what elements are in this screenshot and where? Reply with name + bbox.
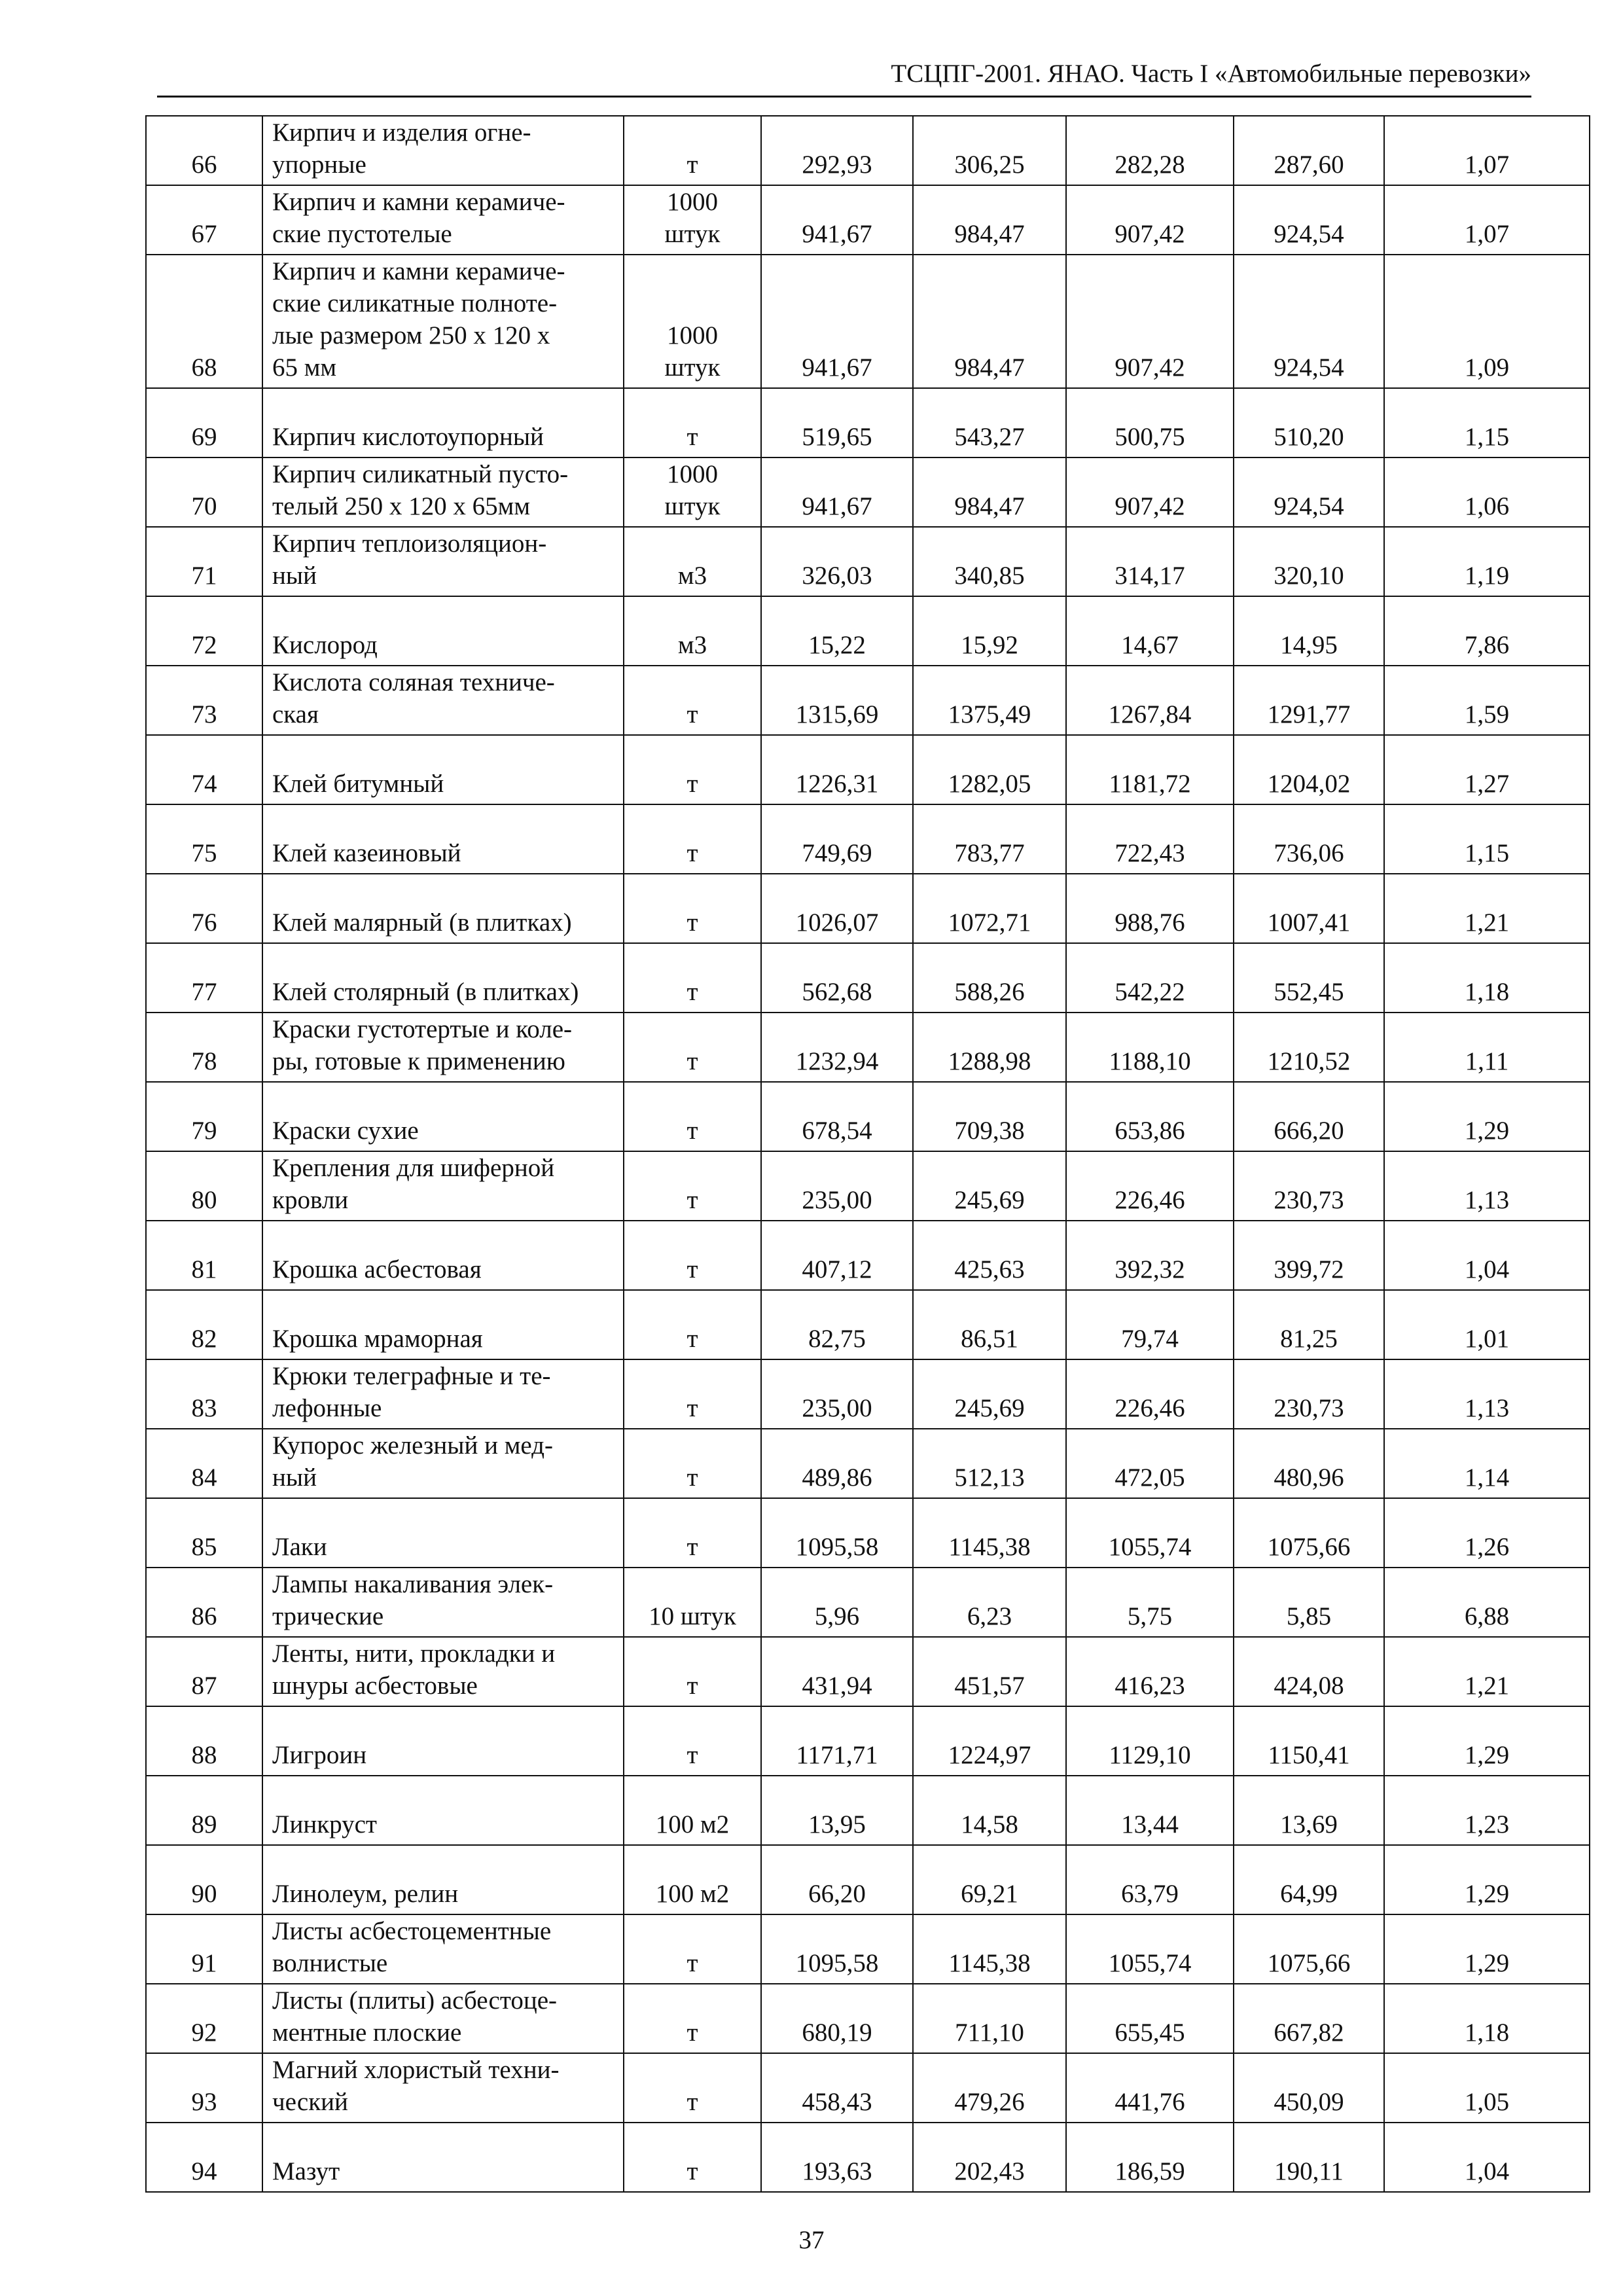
row-number-cell: 86 — [146, 1568, 262, 1637]
row-number-cell: 77 — [146, 943, 262, 1013]
price-col-2-cell: 1072,71 — [913, 874, 1066, 943]
price-col-2-cell: 984,47 — [913, 185, 1066, 255]
price-col-2-cell: 202,43 — [913, 2123, 1066, 2192]
coefficient-cell: 1,15 — [1384, 388, 1590, 457]
coefficient-cell: 1,29 — [1384, 1706, 1590, 1776]
price-col-3-cell: 5,75 — [1066, 1568, 1234, 1637]
table-row — [146, 943, 1590, 1013]
price-col-4-cell: 1075,66 — [1234, 1914, 1384, 1984]
table-row — [146, 1914, 1590, 1984]
price-col-1-cell: 407,12 — [761, 1221, 913, 1290]
table-row — [146, 388, 1590, 457]
price-col-1-cell: 519,65 — [761, 388, 913, 457]
material-name-cell: Крепления для шиферной кровли — [262, 1151, 624, 1221]
price-col-3-cell: 186,59 — [1066, 2123, 1234, 2192]
coefficient-cell: 1,59 — [1384, 666, 1590, 735]
price-col-4-cell: 190,11 — [1234, 2123, 1384, 2192]
material-name-cell: Кирпич и камни керамиче- ские силикатные полноте- лые размером 250 х 120 х 65 мм — [262, 255, 624, 388]
coefficient-cell: 1,21 — [1384, 874, 1590, 943]
material-name-cell: Линолеум, релин — [262, 1845, 624, 1914]
price-col-3-cell: 1129,10 — [1066, 1706, 1234, 1776]
price-col-1-cell: 941,67 — [761, 457, 913, 527]
material-name-cell: Лигроин — [262, 1706, 624, 1776]
row-number-cell: 82 — [146, 1290, 262, 1359]
price-col-2-cell: 709,38 — [913, 1082, 1066, 1151]
unit-cell: т — [624, 1082, 761, 1151]
coefficient-cell: 1,13 — [1384, 1359, 1590, 1429]
unit-cell: т — [624, 388, 761, 457]
price-col-1-cell: 1095,58 — [761, 1498, 913, 1568]
price-col-4-cell: 13,69 — [1234, 1776, 1384, 1845]
coefficient-cell: 1,11 — [1384, 1013, 1590, 1082]
price-col-3-cell: 472,05 — [1066, 1429, 1234, 1498]
coefficient-cell: 1,04 — [1384, 1221, 1590, 1290]
material-name-cell: Мазут — [262, 2123, 624, 2192]
price-col-4-cell: 1291,77 — [1234, 666, 1384, 735]
row-number-cell: 85 — [146, 1498, 262, 1568]
unit-cell: т — [624, 2123, 761, 2192]
price-col-4-cell: 424,08 — [1234, 1637, 1384, 1706]
price-col-1-cell: 13,95 — [761, 1776, 913, 1845]
price-col-3-cell: 655,45 — [1066, 1984, 1234, 2053]
price-col-1-cell: 680,19 — [761, 1984, 913, 2053]
table-row — [146, 1359, 1590, 1429]
material-name-cell: Линкруст — [262, 1776, 624, 1845]
price-col-3-cell: 907,42 — [1066, 457, 1234, 527]
unit-cell: 1000 штук — [624, 185, 761, 255]
table-row — [146, 1082, 1590, 1151]
unit-cell: т — [624, 666, 761, 735]
price-table — [145, 115, 1590, 2193]
unit-cell: т — [624, 1706, 761, 1776]
material-name-cell: Магний хлористый техни- ческий — [262, 2053, 624, 2123]
row-number-cell: 67 — [146, 185, 262, 255]
unit-cell: 1000 штук — [624, 255, 761, 388]
unit-cell: т — [624, 116, 761, 185]
price-col-1-cell: 458,43 — [761, 2053, 913, 2123]
running-header: ТСЦПГ-2001. ЯНАО. Часть I «Автомобильные перевозки» — [891, 60, 1531, 88]
unit-cell: 10 штук — [624, 1568, 761, 1637]
price-col-3-cell: 653,86 — [1066, 1082, 1234, 1151]
price-col-4-cell: 480,96 — [1234, 1429, 1384, 1498]
row-number-cell: 94 — [146, 2123, 262, 2192]
price-col-4-cell: 1007,41 — [1234, 874, 1384, 943]
row-number-cell: 74 — [146, 735, 262, 804]
price-col-2-cell: 984,47 — [913, 255, 1066, 388]
row-number-cell: 75 — [146, 804, 262, 874]
coefficient-cell: 1,19 — [1384, 527, 1590, 596]
price-col-3-cell: 1267,84 — [1066, 666, 1234, 735]
price-col-4-cell: 1150,41 — [1234, 1706, 1384, 1776]
material-name-cell: Кирпич теплоизоляцион- ный — [262, 527, 624, 596]
unit-cell: 1000 штук — [624, 457, 761, 527]
price-col-1-cell: 82,75 — [761, 1290, 913, 1359]
price-col-4-cell: 1210,52 — [1234, 1013, 1384, 1082]
price-col-1-cell: 193,63 — [761, 2123, 913, 2192]
price-col-1-cell: 235,00 — [761, 1151, 913, 1221]
price-col-2-cell: 1224,97 — [913, 1706, 1066, 1776]
price-col-3-cell: 500,75 — [1066, 388, 1234, 457]
table-row — [146, 1845, 1590, 1914]
price-col-4-cell: 736,06 — [1234, 804, 1384, 874]
coefficient-cell: 1,18 — [1384, 943, 1590, 1013]
unit-cell: 100 м2 — [624, 1776, 761, 1845]
price-table-container — [145, 115, 1589, 2193]
price-col-1-cell: 941,67 — [761, 185, 913, 255]
price-col-4-cell: 320,10 — [1234, 527, 1384, 596]
price-col-4-cell: 666,20 — [1234, 1082, 1384, 1151]
row-number-cell: 69 — [146, 388, 262, 457]
row-number-cell: 88 — [146, 1706, 262, 1776]
row-number-cell: 68 — [146, 255, 262, 388]
unit-cell: т — [624, 1151, 761, 1221]
table-row — [146, 1706, 1590, 1776]
coefficient-cell: 1,04 — [1384, 2123, 1590, 2192]
unit-cell: т — [624, 1914, 761, 1984]
price-col-3-cell: 907,42 — [1066, 255, 1234, 388]
table-row — [146, 1013, 1590, 1082]
material-name-cell: Лампы накаливания элек- трические — [262, 1568, 624, 1637]
table-row — [146, 2123, 1590, 2192]
table-row — [146, 457, 1590, 527]
unit-cell: 100 м2 — [624, 1845, 761, 1914]
row-number-cell: 87 — [146, 1637, 262, 1706]
unit-cell: т — [624, 1359, 761, 1429]
price-col-1-cell: 489,86 — [761, 1429, 913, 1498]
price-col-4-cell: 924,54 — [1234, 255, 1384, 388]
coefficient-cell: 1,14 — [1384, 1429, 1590, 1498]
price-col-3-cell: 226,46 — [1066, 1359, 1234, 1429]
unit-cell: т — [624, 943, 761, 1013]
price-col-1-cell: 235,00 — [761, 1359, 913, 1429]
unit-cell: т — [624, 1498, 761, 1568]
price-col-2-cell: 6,23 — [913, 1568, 1066, 1637]
table-row — [146, 1984, 1590, 2053]
table-row — [146, 185, 1590, 255]
row-number-cell: 72 — [146, 596, 262, 666]
price-col-3-cell: 722,43 — [1066, 804, 1234, 874]
table-row — [146, 1776, 1590, 1845]
table-row — [146, 735, 1590, 804]
coefficient-cell: 1,13 — [1384, 1151, 1590, 1221]
price-col-1-cell: 749,69 — [761, 804, 913, 874]
table-row — [146, 1429, 1590, 1498]
material-name-cell: Крюки телеграфные и те- лефонные — [262, 1359, 624, 1429]
row-number-cell: 89 — [146, 1776, 262, 1845]
row-number-cell: 83 — [146, 1359, 262, 1429]
coefficient-cell: 1,07 — [1384, 116, 1590, 185]
row-number-cell: 92 — [146, 1984, 262, 2053]
table-row — [146, 666, 1590, 735]
material-name-cell: Купорос железный и мед- ный — [262, 1429, 624, 1498]
unit-cell: т — [624, 804, 761, 874]
price-col-3-cell: 1055,74 — [1066, 1914, 1234, 1984]
material-name-cell: Листы асбестоцементные волнистые — [262, 1914, 624, 1984]
price-col-2-cell: 69,21 — [913, 1845, 1066, 1914]
row-number-cell: 84 — [146, 1429, 262, 1498]
coefficient-cell: 1,29 — [1384, 1914, 1590, 1984]
row-number-cell: 93 — [146, 2053, 262, 2123]
price-col-3-cell: 416,23 — [1066, 1637, 1234, 1706]
material-name-cell: Краски сухие — [262, 1082, 624, 1151]
coefficient-cell: 1,05 — [1384, 2053, 1590, 2123]
price-col-3-cell: 13,44 — [1066, 1776, 1234, 1845]
price-col-3-cell: 79,74 — [1066, 1290, 1234, 1359]
unit-cell: т — [624, 874, 761, 943]
price-col-4-cell: 230,73 — [1234, 1151, 1384, 1221]
price-col-1-cell: 1026,07 — [761, 874, 913, 943]
price-col-2-cell: 86,51 — [913, 1290, 1066, 1359]
material-name-cell: Ленты, нити, прокладки и шнуры асбестовые — [262, 1637, 624, 1706]
price-col-2-cell: 1282,05 — [913, 735, 1066, 804]
price-col-4-cell: 510,20 — [1234, 388, 1384, 457]
price-col-4-cell: 450,09 — [1234, 2053, 1384, 2123]
price-col-1-cell: 562,68 — [761, 943, 913, 1013]
table-row — [146, 874, 1590, 943]
unit-cell: т — [624, 735, 761, 804]
material-name-cell: Крошка асбестовая — [262, 1221, 624, 1290]
coefficient-cell: 1,09 — [1384, 255, 1590, 388]
price-col-2-cell: 425,63 — [913, 1221, 1066, 1290]
row-number-cell: 91 — [146, 1914, 262, 1984]
table-row — [146, 2053, 1590, 2123]
table-row — [146, 1498, 1590, 1568]
price-col-4-cell: 64,99 — [1234, 1845, 1384, 1914]
price-col-1-cell: 1232,94 — [761, 1013, 913, 1082]
table-row — [146, 1568, 1590, 1637]
price-col-2-cell: 1288,98 — [913, 1013, 1066, 1082]
price-col-4-cell: 667,82 — [1234, 1984, 1384, 2053]
price-col-3-cell: 282,28 — [1066, 116, 1234, 185]
price-table-body — [146, 116, 1590, 2192]
coefficient-cell: 1,07 — [1384, 185, 1590, 255]
unit-cell: т — [624, 2053, 761, 2123]
price-col-3-cell: 1181,72 — [1066, 735, 1234, 804]
price-col-4-cell: 5,85 — [1234, 1568, 1384, 1637]
header-divider — [157, 96, 1531, 98]
table-row — [146, 1151, 1590, 1221]
price-col-4-cell: 1204,02 — [1234, 735, 1384, 804]
material-name-cell: Кислород — [262, 596, 624, 666]
material-name-cell: Кирпич кислотоупорный — [262, 388, 624, 457]
table-row — [146, 527, 1590, 596]
material-name-cell: Клей столярный (в плитках) — [262, 943, 624, 1013]
coefficient-cell: 1,26 — [1384, 1498, 1590, 1568]
price-col-1-cell: 941,67 — [761, 255, 913, 388]
price-col-3-cell: 441,76 — [1066, 2053, 1234, 2123]
price-col-2-cell: 984,47 — [913, 457, 1066, 527]
material-name-cell: Листы (плиты) асбестоце- ментные плоские — [262, 1984, 624, 2053]
price-col-3-cell: 392,32 — [1066, 1221, 1234, 1290]
coefficient-cell: 1,06 — [1384, 457, 1590, 527]
price-col-3-cell: 314,17 — [1066, 527, 1234, 596]
material-name-cell: Кирпич и изделия огне- упорные — [262, 116, 624, 185]
price-col-3-cell: 907,42 — [1066, 185, 1234, 255]
material-name-cell: Клей битумный — [262, 735, 624, 804]
price-col-3-cell: 542,22 — [1066, 943, 1234, 1013]
price-col-1-cell: 15,22 — [761, 596, 913, 666]
price-col-2-cell: 306,25 — [913, 116, 1066, 185]
price-col-4-cell: 924,54 — [1234, 185, 1384, 255]
unit-cell: т — [624, 1221, 761, 1290]
material-name-cell: Клей малярный (в плитках) — [262, 874, 624, 943]
table-row — [146, 116, 1590, 185]
coefficient-cell: 1,29 — [1384, 1082, 1590, 1151]
row-number-cell: 66 — [146, 116, 262, 185]
price-col-2-cell: 245,69 — [913, 1359, 1066, 1429]
unit-cell: т — [624, 1013, 761, 1082]
price-col-1-cell: 1095,58 — [761, 1914, 913, 1984]
price-col-4-cell: 287,60 — [1234, 116, 1384, 185]
price-col-3-cell: 226,46 — [1066, 1151, 1234, 1221]
material-name-cell: Клей казеиновый — [262, 804, 624, 874]
row-number-cell: 79 — [146, 1082, 262, 1151]
page-number: 37 — [798, 2226, 825, 2254]
price-col-2-cell: 340,85 — [913, 527, 1066, 596]
price-col-4-cell: 1075,66 — [1234, 1498, 1384, 1568]
coefficient-cell: 1,23 — [1384, 1776, 1590, 1845]
unit-cell: т — [624, 1637, 761, 1706]
price-col-3-cell: 1188,10 — [1066, 1013, 1234, 1082]
price-col-4-cell: 230,73 — [1234, 1359, 1384, 1429]
price-col-2-cell: 711,10 — [913, 1984, 1066, 2053]
price-col-3-cell: 63,79 — [1066, 1845, 1234, 1914]
coefficient-cell: 6,88 — [1384, 1568, 1590, 1637]
price-col-1-cell: 292,93 — [761, 116, 913, 185]
price-col-2-cell: 512,13 — [913, 1429, 1066, 1498]
unit-cell: т — [624, 1984, 761, 2053]
row-number-cell: 81 — [146, 1221, 262, 1290]
unit-cell: м3 — [624, 527, 761, 596]
price-col-2-cell: 543,27 — [913, 388, 1066, 457]
price-col-4-cell: 924,54 — [1234, 457, 1384, 527]
price-col-2-cell: 1145,38 — [913, 1914, 1066, 1984]
price-col-2-cell: 1145,38 — [913, 1498, 1066, 1568]
price-col-1-cell: 1226,31 — [761, 735, 913, 804]
material-name-cell: Краски густотертые и коле- ры, готовые к применению — [262, 1013, 624, 1082]
row-number-cell: 73 — [146, 666, 262, 735]
coefficient-cell: 1,27 — [1384, 735, 1590, 804]
price-col-2-cell: 15,92 — [913, 596, 1066, 666]
price-col-2-cell: 479,26 — [913, 2053, 1066, 2123]
price-col-4-cell: 14,95 — [1234, 596, 1384, 666]
price-col-1-cell: 66,20 — [761, 1845, 913, 1914]
table-row — [146, 1221, 1590, 1290]
coefficient-cell: 1,29 — [1384, 1845, 1590, 1914]
material-name-cell: Лаки — [262, 1498, 624, 1568]
price-col-4-cell: 552,45 — [1234, 943, 1384, 1013]
price-col-1-cell: 326,03 — [761, 527, 913, 596]
price-col-1-cell: 5,96 — [761, 1568, 913, 1637]
coefficient-cell: 7,86 — [1384, 596, 1590, 666]
material-name-cell: Крошка мраморная — [262, 1290, 624, 1359]
price-col-2-cell: 783,77 — [913, 804, 1066, 874]
table-row — [146, 1637, 1590, 1706]
coefficient-cell: 1,18 — [1384, 1984, 1590, 2053]
coefficient-cell: 1,21 — [1384, 1637, 1590, 1706]
row-number-cell: 76 — [146, 874, 262, 943]
price-col-4-cell: 81,25 — [1234, 1290, 1384, 1359]
table-row — [146, 1290, 1590, 1359]
price-col-2-cell: 14,58 — [913, 1776, 1066, 1845]
row-number-cell: 90 — [146, 1845, 262, 1914]
material-name-cell: Кислота соляная техниче- ская — [262, 666, 624, 735]
row-number-cell: 78 — [146, 1013, 262, 1082]
unit-cell: т — [624, 1290, 761, 1359]
price-col-2-cell: 245,69 — [913, 1151, 1066, 1221]
price-col-2-cell: 1375,49 — [913, 666, 1066, 735]
coefficient-cell: 1,15 — [1384, 804, 1590, 874]
unit-cell: т — [624, 1429, 761, 1498]
price-col-3-cell: 14,67 — [1066, 596, 1234, 666]
price-col-2-cell: 588,26 — [913, 943, 1066, 1013]
coefficient-cell: 1,01 — [1384, 1290, 1590, 1359]
row-number-cell: 70 — [146, 457, 262, 527]
unit-cell: м3 — [624, 596, 761, 666]
price-col-1-cell: 1171,71 — [761, 1706, 913, 1776]
price-col-4-cell: 399,72 — [1234, 1221, 1384, 1290]
table-row — [146, 255, 1590, 388]
price-col-2-cell: 451,57 — [913, 1637, 1066, 1706]
table-row — [146, 596, 1590, 666]
price-col-3-cell: 1055,74 — [1066, 1498, 1234, 1568]
price-col-3-cell: 988,76 — [1066, 874, 1234, 943]
price-col-1-cell: 678,54 — [761, 1082, 913, 1151]
price-col-1-cell: 431,94 — [761, 1637, 913, 1706]
material-name-cell: Кирпич силикатный пусто- телый 250 х 120 х 65мм — [262, 457, 624, 527]
price-col-1-cell: 1315,69 — [761, 666, 913, 735]
row-number-cell: 80 — [146, 1151, 262, 1221]
material-name-cell: Кирпич и камни керамиче- ские пустотелые — [262, 185, 624, 255]
table-row — [146, 804, 1590, 874]
row-number-cell: 71 — [146, 527, 262, 596]
